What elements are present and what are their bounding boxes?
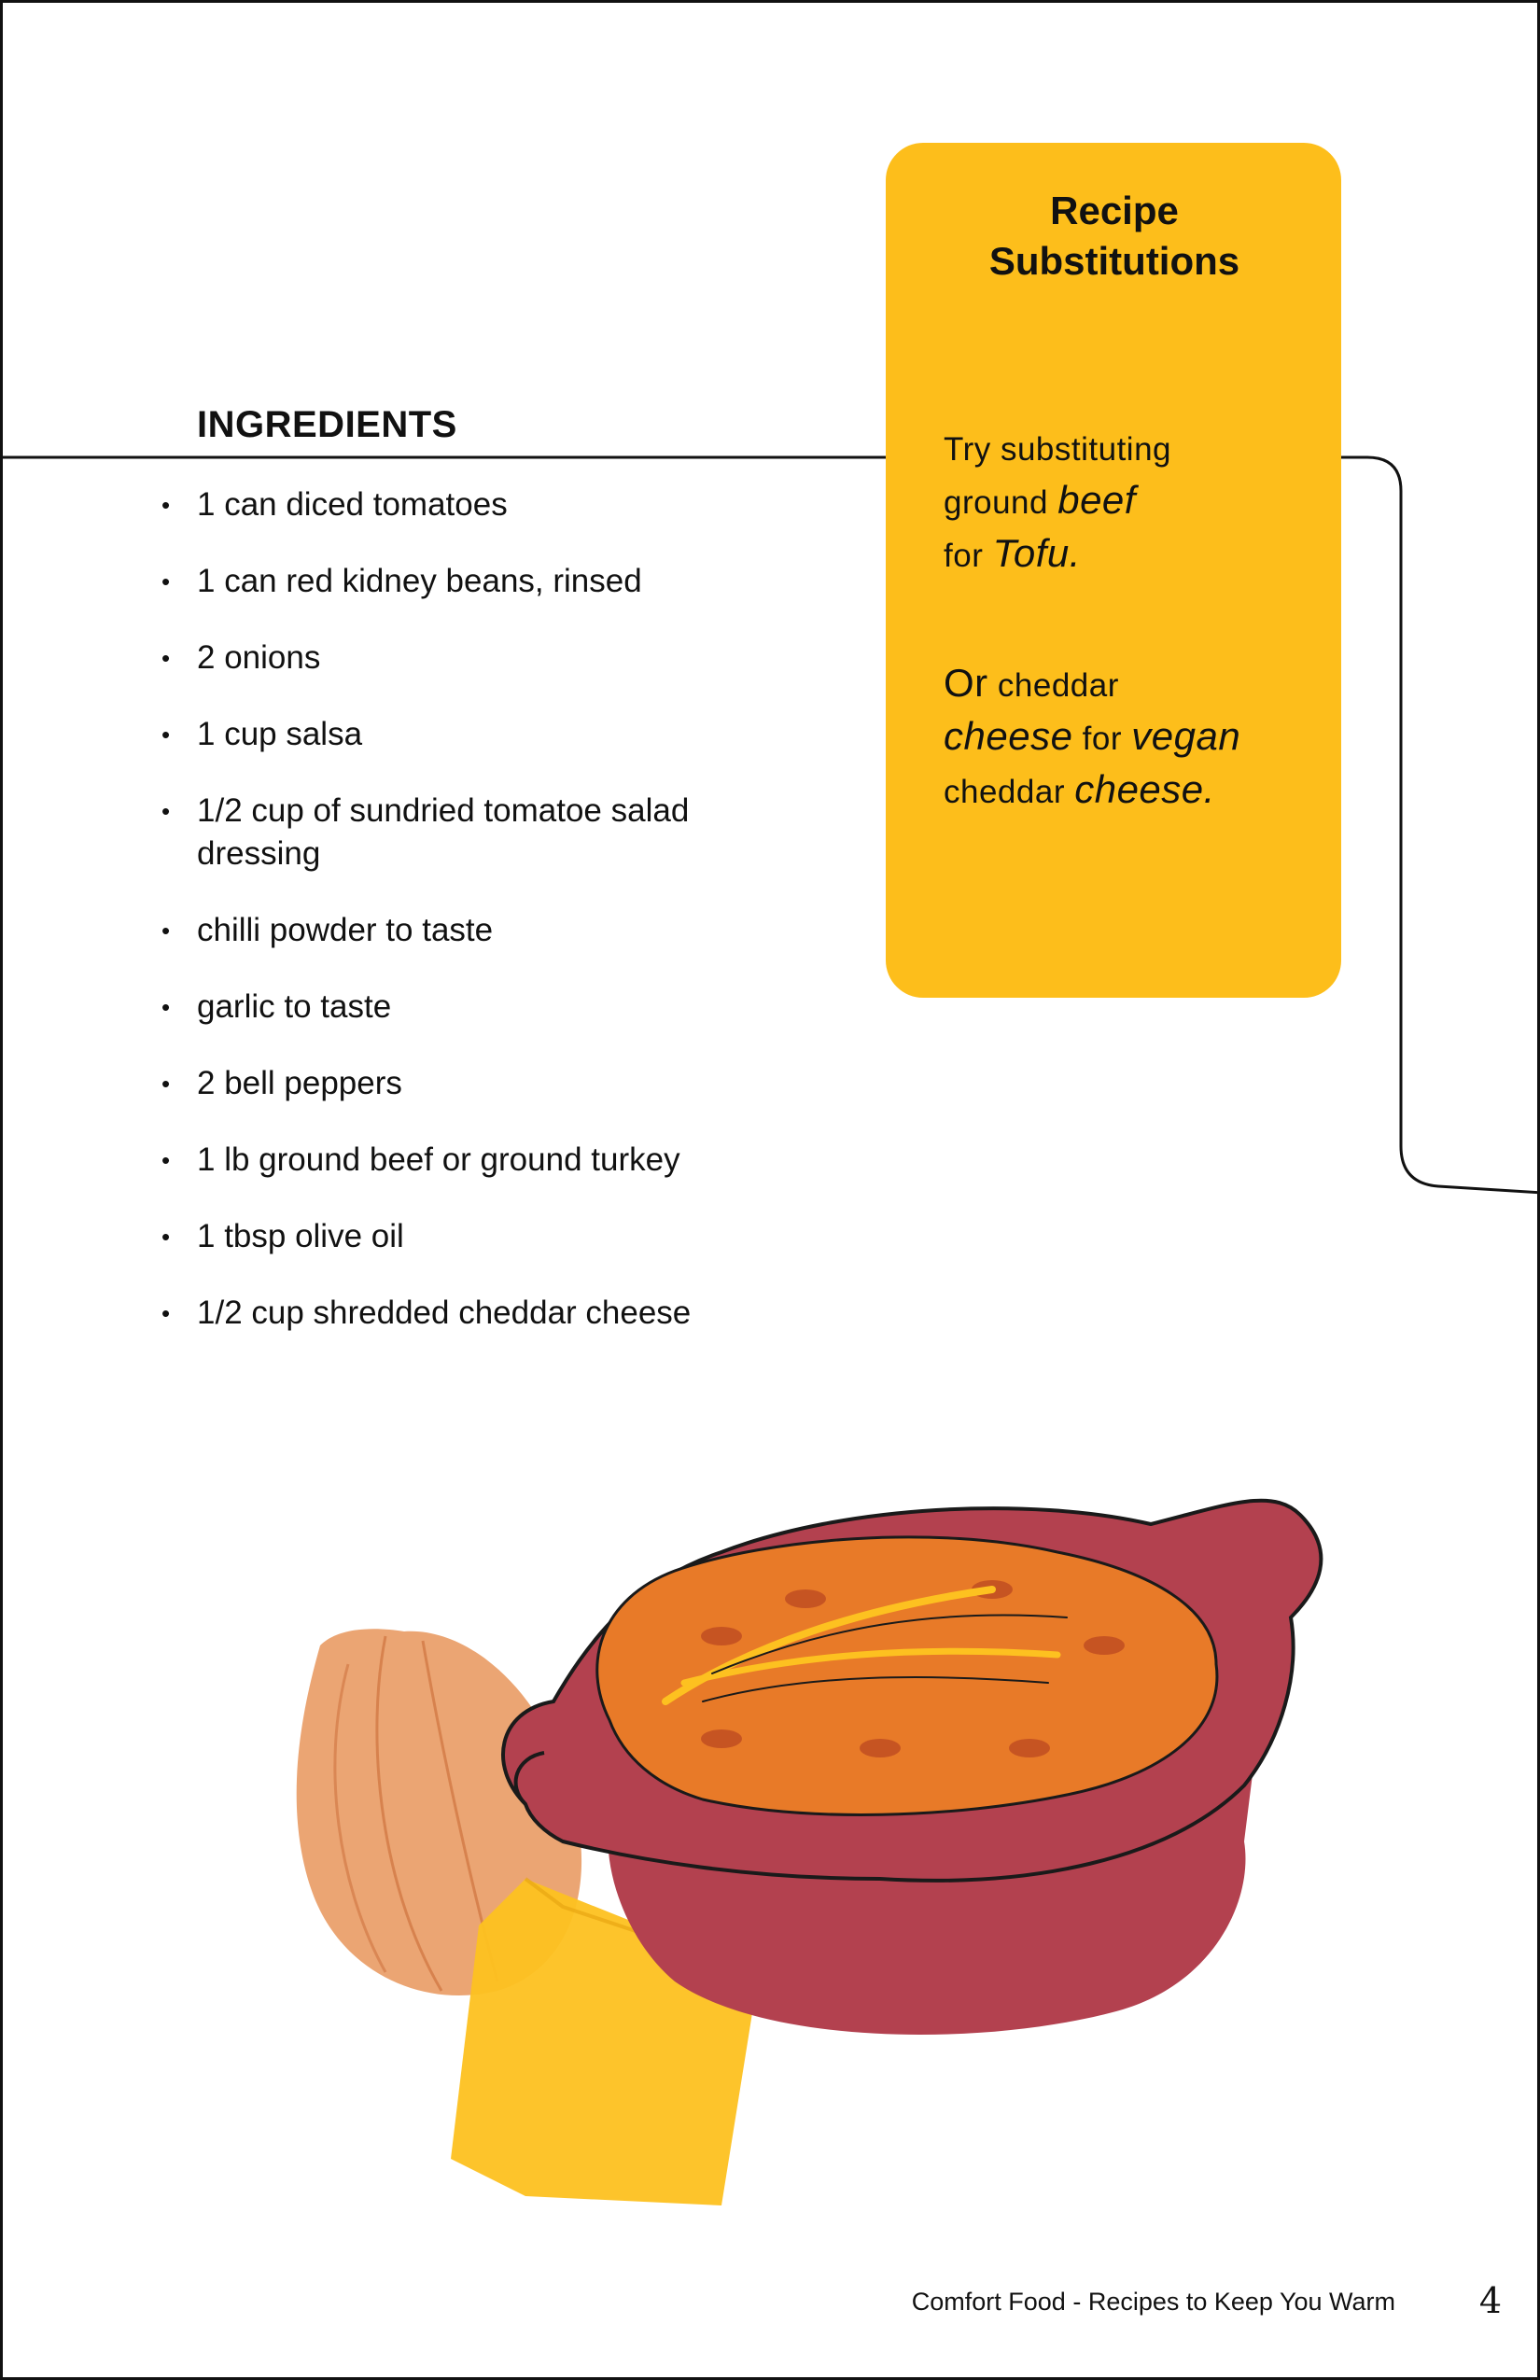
list-item: • 1 can red kidney beans, rinsed xyxy=(161,560,759,603)
bean xyxy=(860,1739,901,1757)
sub2-text-b: cheddar xyxy=(997,667,1119,704)
bean xyxy=(701,1627,742,1645)
substitution-beef xyxy=(944,425,1317,581)
list-item: • 2 bell peppers xyxy=(161,1062,759,1105)
list-item: • 2 onions xyxy=(161,637,759,679)
bean xyxy=(785,1589,826,1608)
chili-illustration xyxy=(283,1487,1375,2215)
sub2-text-d: for xyxy=(1082,721,1123,757)
rule-line-right xyxy=(1341,457,1540,1193)
footer-text: Comfort Food - Recipes to Keep You Warm xyxy=(911,2288,1395,2316)
sub2-text-a: Or xyxy=(944,661,988,705)
sub2-text-f: cheddar xyxy=(944,774,1065,810)
list-item: • 1 tbsp olive oil xyxy=(161,1215,759,1258)
sub2-text-g: cheese. xyxy=(1074,767,1215,811)
list-item: • 1 cup salsa xyxy=(161,713,759,756)
page-number: 4 xyxy=(1478,2280,1502,2321)
ingredients-list xyxy=(161,483,759,1368)
sub1-text-e: Tofu. xyxy=(992,531,1081,575)
list-item: • 1/2 cup shredded cheddar cheese xyxy=(161,1292,759,1335)
substitution-cheese xyxy=(944,658,1317,818)
bean xyxy=(1084,1636,1125,1655)
substitutions-box xyxy=(886,143,1341,998)
substitutions-title: Recipe Substitutions xyxy=(988,189,1240,283)
bean xyxy=(1009,1739,1050,1757)
sub1-text-a: Try substituting xyxy=(944,431,1172,468)
list-item: • 1 lb ground beef or ground turkey xyxy=(161,1139,759,1182)
sub2-text-c: cheese xyxy=(944,714,1073,758)
sub2-text-e: vegan xyxy=(1131,714,1241,758)
chili-filling xyxy=(597,1537,1217,1815)
bean xyxy=(701,1729,742,1748)
list-item: • garlic to taste xyxy=(161,986,759,1029)
list-item: • 1 can diced tomatoes xyxy=(161,483,759,526)
sub1-text-b: ground xyxy=(944,484,1048,521)
ingredients-heading: INGREDIENTS xyxy=(197,404,457,445)
sub1-text-d: for xyxy=(944,538,984,574)
list-item: • chilli powder to taste xyxy=(161,909,759,952)
sub1-text-c: beef xyxy=(1057,478,1136,522)
list-item: • 1/2 cup of sundried tomatoe salad dressing xyxy=(161,790,759,875)
